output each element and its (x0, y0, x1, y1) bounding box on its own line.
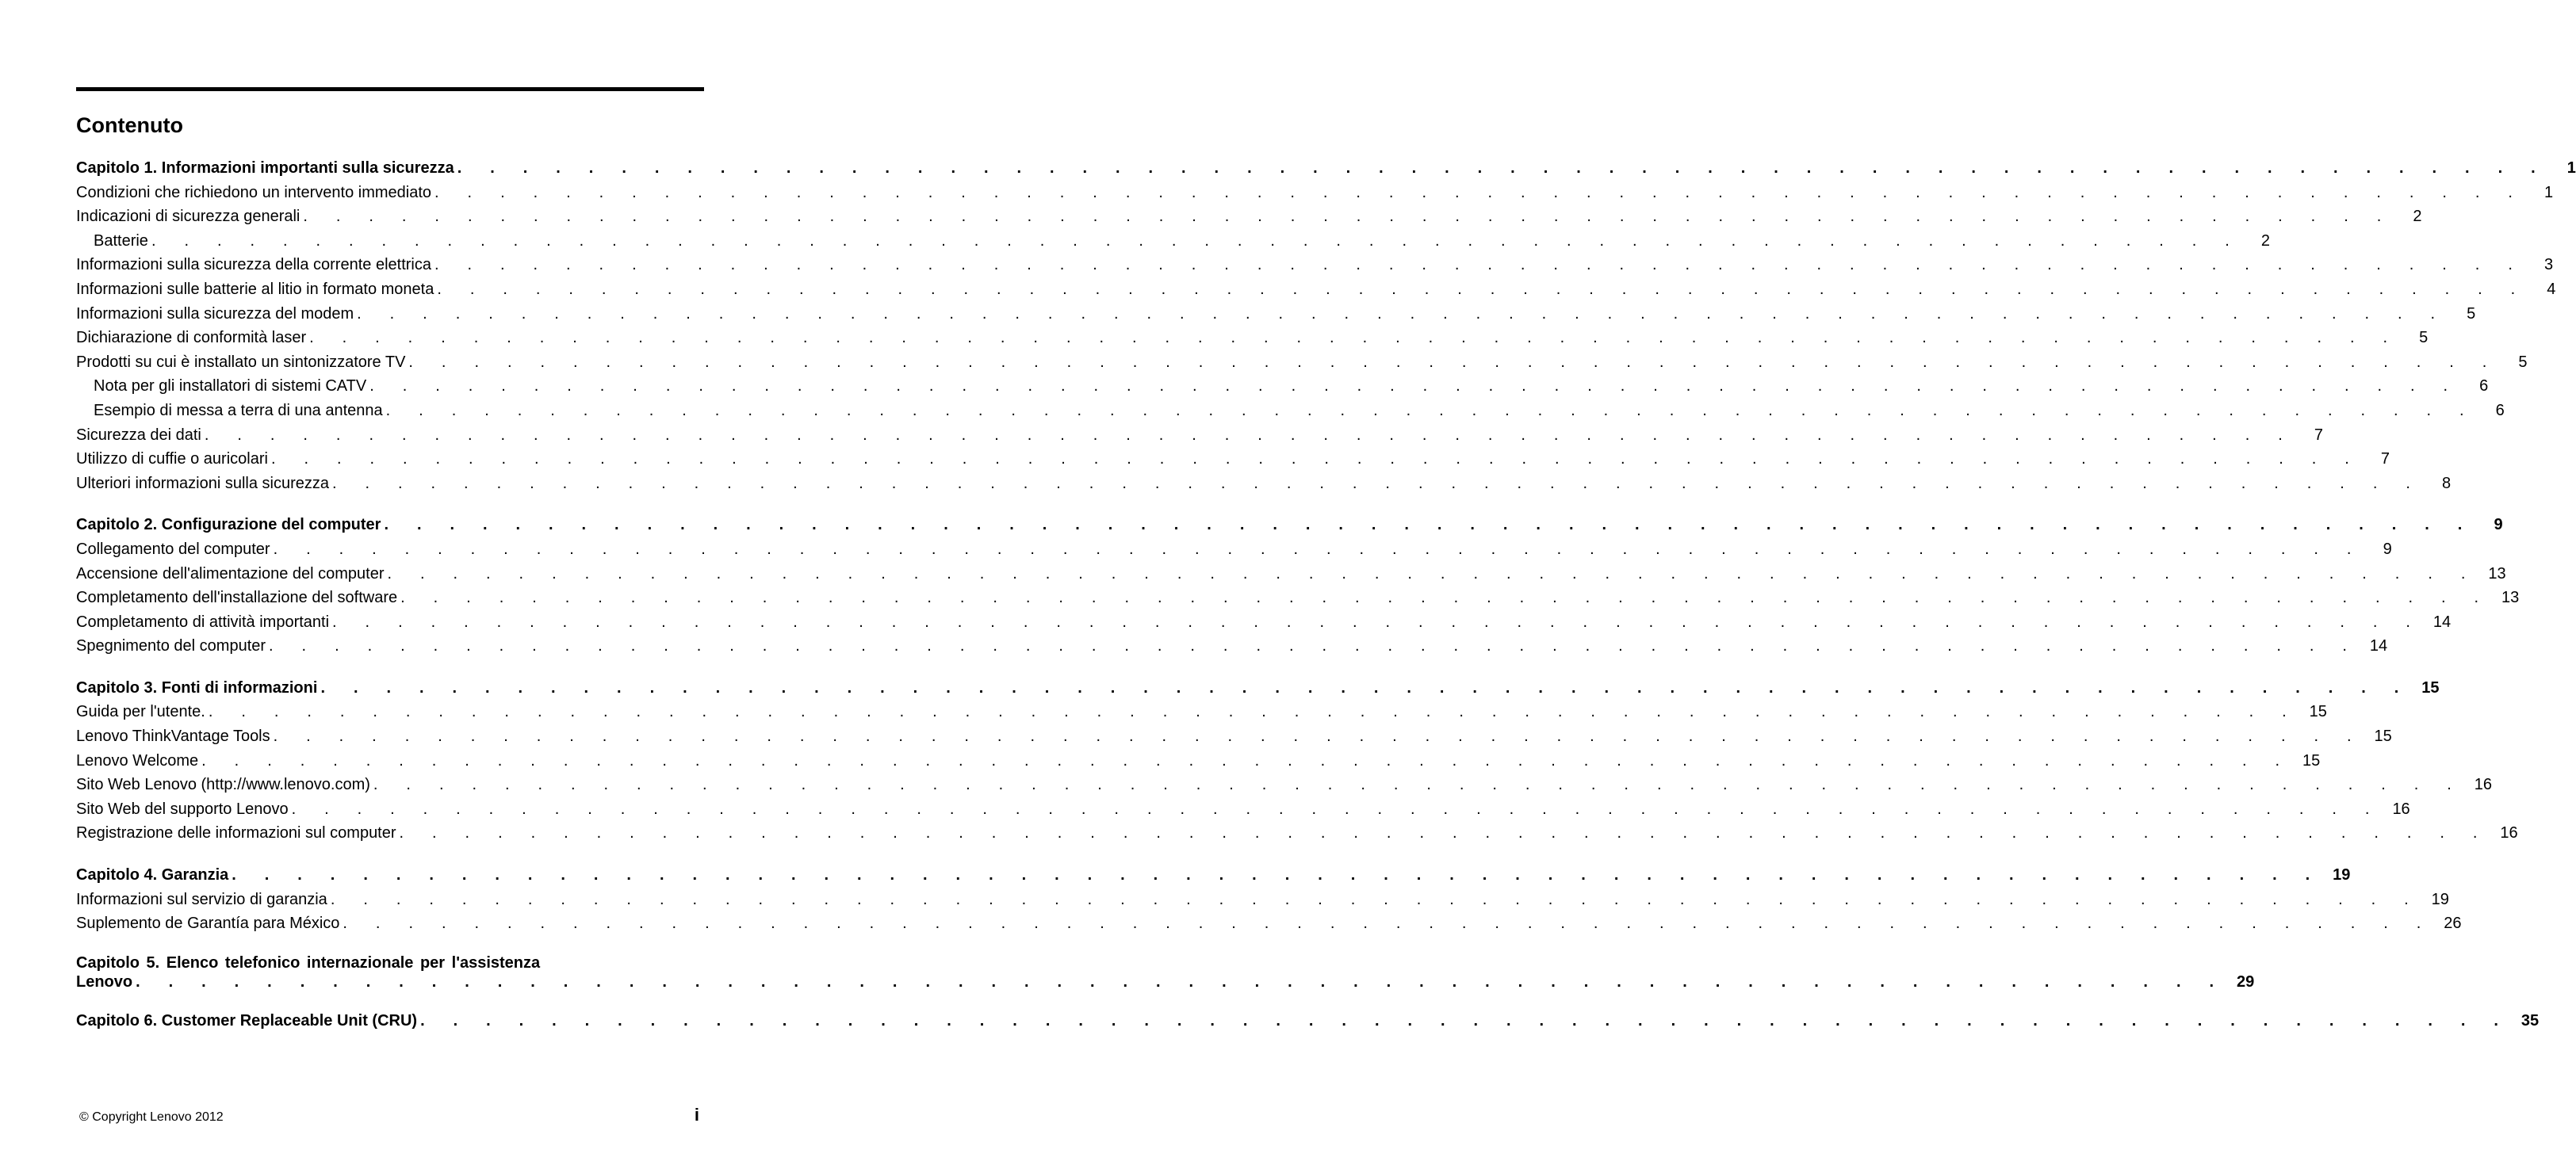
toc-dot-leader: . . . . . . . . . . . . . . . . . . . . . . . . . . . . . . . . . . . . . . . . . . . . . . . . . . . . . . . . . . . . . . . . (387, 564, 2478, 583)
toc-label: Informazioni sulle batterie al litio in formato moneta (76, 280, 434, 298)
toc-label: Condizioni che richiedono un intervento immediato (76, 183, 432, 201)
toc-entry[interactable] (76, 447, 2390, 472)
toc-dot-leader: . . . . . . . . . . . . . . . . . . . . . . . . . . . . . . . . . . . . . . . . . . . . . . . . . . . . . . . . . . . . . . . . (357, 304, 2448, 323)
toc-dot-leader: . . . . . . . . . . . . . . . . . . . . . . . . . . . . . . . . . . . . . . . . . . . . . . . . . . . . . . . . . . . . . . . . (385, 401, 2476, 419)
toc-chapter-3[interactable] (76, 676, 2440, 701)
toc-page-number: 19 (2431, 890, 2449, 908)
toc-dot-leader: . . . . . . . . . . . . . . . . . . . . . . . . . . . . . . . . . . . . . . . . . . . . . . . . . . . . . . . . . . . . . . . . (330, 890, 2421, 908)
toc-page-number: 29 (2236, 972, 2255, 991)
toc-page-number: 1 (2566, 159, 2576, 177)
toc-label: Batterie (94, 231, 148, 250)
toc-label: Informazioni sul servizio di garanzia (76, 890, 327, 908)
toc-label: Sito Web del supporto Lenovo (76, 800, 289, 818)
toc-entry[interactable] (76, 350, 2528, 375)
toc-label: Capitolo 4. Garanzia (76, 866, 229, 884)
toc-page-number: 19 (2333, 866, 2351, 884)
toc-entry[interactable] (76, 749, 2321, 774)
toc-chapter-label-cont: Lenovo (76, 972, 133, 991)
toc-page-number: 5 (2419, 329, 2429, 347)
toc-entry[interactable] (76, 181, 2554, 205)
toc-label: Capitolo 1. Informazioni importanti sulla sicurezza (76, 159, 454, 177)
toc-label: Completamento di attività importanti (76, 613, 330, 631)
toc-label: Sito Web Lenovo (http://www.lenovo.com) (76, 776, 370, 794)
toc-dot-leader: . . . . . . . . . . . . . . . . . . . . . . . . . . . . . . . . . . . . . . . . . . . . . . . . . . . . . . . . . . . . . . . . (369, 377, 2460, 395)
toc-page-number: 13 (2488, 564, 2506, 583)
toc-label: Indicazioni di sicurezza generali (76, 208, 300, 226)
page-title: Contenuto (76, 113, 183, 137)
toc-page-number: 14 (2369, 637, 2388, 655)
toc-page-number: 7 (2314, 426, 2323, 444)
page-number: i (694, 1105, 699, 1125)
toc-entry[interactable] (76, 472, 2452, 496)
toc-dot-leader: . . . . . . . . . . . . . . . . . . . . . . . . . . . . . . . . . . . . . . . . . . . . . . . . . . . . . . . . . . . . . . . . (457, 159, 2547, 177)
toc-entry[interactable] (76, 423, 2323, 448)
toc-label: Spegnimento del computer (76, 637, 266, 655)
toc-entry[interactable] (76, 821, 2518, 846)
toc-entry[interactable] (76, 586, 2520, 610)
toc-label: Suplemento de Garantía para México (76, 915, 340, 933)
toc-entry[interactable] (76, 610, 2452, 635)
toc-dot-leader: . . . . . . . . . . . . . . . . . . . . . . . . . . . . . . . . . . . . . . . . . . . . . . . . . . . . . . . . . . . . . . . . (201, 751, 2292, 770)
toc-dot-leader: . . . . . . . . . . . . . . . . . . . . . . . . . . . . . . . . . . . . . . . . . . . . . . . . . . . . . . . . . . . . . . . . (309, 329, 2400, 347)
toc-entry[interactable] (76, 537, 2392, 562)
toc-entry[interactable] (76, 773, 2493, 797)
toc-dot-leader: . . . . . . . . . . . . . . . . . . . . . . . . . . . . . . . . . . . . . . . . . . . . . . . . . . . . . . . . . . . . . . . . (434, 183, 2525, 201)
copyright-notice: © Copyright Lenovo 2012 (79, 1110, 224, 1124)
toc-page-number: 9 (2383, 540, 2392, 558)
toc-page-number: 7 (2380, 450, 2390, 468)
toc-dot-leader: . . . . . . . . . . . . . . . . . . . . . . . . . . . . . . . . . . . . . . . . . . . . . . . . . . . . . . . . . . . . . . . . (373, 776, 2464, 794)
toc-entry[interactable] (76, 277, 2556, 302)
toc-chapter-6[interactable] (76, 1009, 2540, 1033)
toc-page-number: 13 (2501, 589, 2520, 607)
toc-page-number: 15 (2309, 703, 2327, 721)
toc-entry[interactable] (76, 724, 2392, 749)
toc-subentry[interactable] (76, 229, 2271, 254)
toc-chapter-1[interactable] (76, 156, 2576, 181)
toc-page-number: 15 (2421, 678, 2440, 697)
toc-page-number: 15 (2374, 728, 2392, 746)
toc-dot-leader: . . . . . . . . . . . . . . . . . . . . . . . . . . . . . . . . . . . . . . . . . . . . . . . . . . . . . . . . . . . . . . . . (270, 450, 2362, 468)
toc-label: Lenovo Welcome (76, 751, 199, 770)
toc-entry[interactable] (76, 562, 2506, 586)
toc-dot-leader: . . . . . . . . . . . . . . . . . . . . . . . . . . . . . . . . . . . . . . . . . . . . . . . . . . . . . . . . . . . . . . . . (273, 540, 2364, 558)
toc-subentry[interactable] (76, 399, 2505, 423)
toc-label: Capitolo 6. Customer Replaceable Unit (CRU) (76, 1011, 418, 1030)
toc-dot-leader: . . . . . . . . . . . . . . . . . . . . . . . . . . . . . . . . . . . . . . . . . . . . . . . . . . . . . . . . . . . . . . . . (291, 800, 2382, 818)
toc-subentry[interactable] (76, 374, 2489, 399)
toc-page-number: 6 (2495, 401, 2505, 419)
toc-label: Utilizzo di cuffie o auricolari (76, 450, 268, 468)
toc-dot-leader: . . . . . . . . . . . . . . . . . . . . . . . . . . . . . . . . . . . . . . . . . . . . . . . . . . . . . . . . . . . . . . . . (434, 256, 2525, 274)
toc-label: Ulteriori informazioni sulla sicurezza (76, 474, 329, 492)
toc-label: Completamento dell'installazione del software (76, 589, 398, 607)
toc-dot-leader: . . . . . . . . . . . . . . . . . . . . . . . . . . . . . . . . . . . . . . . . . . . . . . . . . . . . . . . . . . . . . . . . (400, 589, 2491, 607)
toc-page-number: 3 (2543, 256, 2554, 274)
toc-chapter-2[interactable] (76, 513, 2503, 537)
toc-label: Esempio di messa a terra di una antenna (94, 401, 383, 419)
toc-dot-leader: . . . . . . . . . . . . . . . . . . . . . . . . . . . . . . . . . . . . . . . . . . . . . . . . . . . . . . . . . . . . . . . . (437, 280, 2528, 298)
toc-dot-leader: . . . . . . . . . . . . . . . . . . . . . . . . . . . . . . . . . . . . . . . . . . . . . . . . . . . . . . . . . . . . . . . . (399, 824, 2490, 842)
toc-page-number: 15 (2302, 751, 2321, 770)
toc-entry[interactable] (76, 326, 2429, 350)
toc-dot-leader: . . . . . . . . . . . . . . . . . . . . . . . . . . . . . . . . . . . . . . . . . . . . . . . . . . . . . . . . . . . . . . . . (273, 728, 2364, 746)
toc-page-number: 35 (2520, 1011, 2540, 1030)
table-of-contents (76, 156, 2576, 1033)
toc-entry[interactable] (76, 204, 2422, 229)
toc-entry[interactable] (76, 634, 2388, 659)
toc-dot-leader: . . . . . . . . . . . . . . . . . . . . . . . . . . . . . . . . . . . . . . . . . . . . . . . . . . . . . . . . . . . . . . . . (269, 637, 2360, 655)
toc-chapter-5[interactable] (76, 953, 2255, 991)
toc-page-number: 2 (2413, 208, 2422, 226)
toc-entry[interactable] (76, 700, 2327, 724)
toc-dot-leader: . . . . . . . . . . . . . . . . . . . . . . . . . . . . . . . . . . . . . . . . . . . . . . . . . . . . . . . . . . . . . . . . (332, 613, 2423, 631)
toc-page-number: 9 (2494, 516, 2503, 534)
toc-label: Nota per gli installatori di sistemi CATV (94, 377, 367, 395)
toc-label: Lenovo ThinkVantage Tools (76, 728, 270, 746)
toc-page-number: 16 (2500, 824, 2518, 842)
toc-label: Collegamento del computer (76, 540, 270, 558)
toc-page-number: 5 (2518, 353, 2528, 371)
toc-page-number: 6 (2479, 377, 2489, 395)
toc-page-number: 5 (2467, 304, 2476, 323)
toc-label: Capitolo 3. Fonti di informazioni (76, 678, 318, 697)
toc-entry[interactable] (76, 797, 2410, 822)
toc-dot-leader: . . . . . . . . . . . . . . . . . . . . . . . . . . . . . . . . . . . . . . . . . . . . . . . . . . . . . . . . . . . . . . . . (151, 231, 2242, 250)
toc-chapter-label: Capitolo 5. Elenco telefonico internazionale per l'assistenza (76, 953, 541, 972)
toc-dot-leader: . . . . . . . . . . . . . . . . . . . . . . . . . . . . . . . . . . . . . . . . . . . . . . . . . . . . . . . . . . . . . . . . (136, 972, 2226, 991)
toc-entry[interactable] (76, 302, 2476, 327)
toc-page-number: 14 (2432, 613, 2452, 631)
toc-dot-leader: . . . . . . . . . . . . . . . . . . . . . . . . . . . . . . . . . . . . . . . . . . . . . . . . . . . . . . . . . . . . . . . . (232, 866, 2322, 884)
toc-dot-leader: . . . . . . . . . . . . . . . . . . . . . . . . . . . . . . . . . . . . . . . . . . . . . . . . . . . . . . . . . . . . . . . . (303, 208, 2394, 226)
toc-dot-leader: . . . . . . . . . . . . . . . . . . . . . . . . . . . . . . . . . . . . . . . . . . . . . . . . . . . . . . . . . . . . . . . . (332, 474, 2423, 492)
toc-dot-leader: . . . . . . . . . . . . . . . . . . . . . . . . . . . . . . . . . . . . . . . . . . . . . . . . . . . . . . . . . . . . . . . . (408, 353, 2499, 371)
top-rule (76, 87, 704, 91)
toc-label: Accensione dell'alimentazione del computer (76, 564, 385, 583)
toc-label: Informazioni sulla sicurezza del modem (76, 304, 354, 323)
toc-dot-leader: . . . . . . . . . . . . . . . . . . . . . . . . . . . . . . . . . . . . . . . . . . . . . . . . . . . . . . . . . . . . . . . . (420, 1011, 2511, 1030)
toc-dot-leader: . . . . . . . . . . . . . . . . . . . . . . . . . . . . . . . . . . . . . . . . . . . . . . . . . . . . . . . . . . . . . . . . (320, 678, 2411, 697)
toc-page-number: 4 (2547, 280, 2556, 298)
toc-label: Dichiarazione di conformità laser (76, 329, 307, 347)
toc-dot-leader: . . . . . . . . . . . . . . . . . . . . . . . . . . . . . . . . . . . . . . . . . . . . . . . . . . . . . . . . . . . . . . . . (343, 915, 2433, 933)
toc-entry[interactable] (76, 888, 2449, 912)
toc-entry[interactable] (76, 911, 2462, 936)
toc-label: Sicurezza dei dati (76, 426, 201, 444)
toc-page-number: 8 (2441, 474, 2452, 492)
toc-label: Guida per l'utente. (76, 703, 205, 721)
toc-page-number: 1 (2544, 183, 2554, 201)
toc-page-number: 16 (2392, 800, 2410, 818)
toc-label: Capitolo 2. Configurazione del computer (76, 516, 381, 534)
toc-page-number: 2 (2260, 231, 2271, 250)
toc-entry[interactable] (76, 253, 2554, 277)
toc-page-number: 16 (2474, 776, 2493, 794)
toc-dot-leader: . . . . . . . . . . . . . . . . . . . . . . . . . . . . . . . . . . . . . . . . . . . . . . . . . . . . . . . . . . . . . . . . (204, 426, 2295, 444)
toc-dot-leader: . . . . . . . . . . . . . . . . . . . . . . . . . . . . . . . . . . . . . . . . . . . . . . . . . . . . . . . . . . . . . . . . (208, 703, 2298, 721)
toc-chapter-4[interactable] (76, 863, 2351, 888)
toc-label: Informazioni sulla sicurezza della corrente elettrica (76, 256, 431, 274)
toc-page-number: 26 (2444, 915, 2462, 933)
toc-label: Registrazione delle informazioni sul computer (76, 824, 396, 842)
toc-label: Prodotti su cui è installato un sintonizzatore TV (76, 353, 406, 371)
toc-dot-leader: . . . . . . . . . . . . . . . . . . . . . . . . . . . . . . . . . . . . . . . . . . . . . . . . . . . . . . . . . . . . . . . . (384, 516, 2475, 534)
